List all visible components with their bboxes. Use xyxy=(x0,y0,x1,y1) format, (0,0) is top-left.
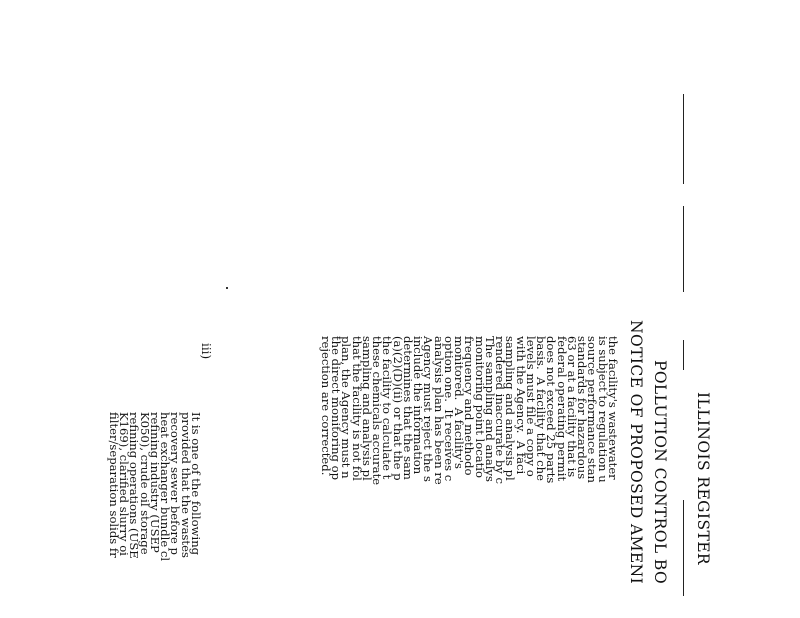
board-title: POLLUTION CONTROL BO xyxy=(651,360,669,585)
text-line: monitoring point locatio xyxy=(472,336,487,478)
register-title: ILLINOIS REGISTER xyxy=(694,392,712,566)
text-line: that the facility is not fol xyxy=(349,336,364,481)
text-line: monitored. A facility's xyxy=(452,336,467,469)
text-line: analysis plan has been re xyxy=(431,336,446,485)
text-line: option one. It receives c xyxy=(442,336,456,482)
text-line: It is one of the following xyxy=(189,412,203,556)
text-line: The sampling and analys xyxy=(483,336,497,482)
text-line: with the Agency. A faci xyxy=(513,336,528,475)
text-line: source performance stan xyxy=(585,336,600,484)
text-line: the facility's wastewater xyxy=(606,336,620,480)
margin-rule-short-2 xyxy=(683,206,684,292)
text-line: federal operating permit xyxy=(554,336,569,482)
text-line: standards for hazardous xyxy=(575,336,590,480)
header-rule xyxy=(683,500,684,596)
text-line: refining industry (USEP xyxy=(148,412,162,553)
text-line: is subject to regulation u xyxy=(595,336,610,483)
notice-title: NOTICE OF PROPOSED AMENI xyxy=(627,320,645,585)
text-line: K050), crude oil storage xyxy=(137,412,152,555)
paragraph-one xyxy=(321,336,618,485)
margin-rule-short-1 xyxy=(683,94,684,184)
paragraph-two xyxy=(109,412,201,561)
text-line: K169), clarified slurry oi xyxy=(117,412,132,556)
text-line: the facility to calculate t xyxy=(380,336,395,480)
item-marker: iii) xyxy=(199,343,213,360)
text-line: (a)(2)(D)(ii) or that the p xyxy=(390,336,405,481)
text-line: provided that the wastes xyxy=(178,412,193,558)
text-line: heat exchanger bundle cl xyxy=(158,412,173,562)
text-line: these chemicals accurate xyxy=(370,336,385,486)
text-line: filter/separation solids fr xyxy=(107,412,121,558)
text-line: refining operations (USE xyxy=(127,412,142,559)
text-line: rendered inaccurate by c xyxy=(493,336,508,485)
text-line: rejection are corrected. xyxy=(319,336,333,476)
text-line: include the information xyxy=(411,336,426,475)
text-line: Agency must reject the s xyxy=(421,336,436,482)
scan-speck xyxy=(226,287,228,289)
text-line: the direct monitoring op xyxy=(329,336,344,481)
text-line: frequency and methodo xyxy=(462,336,477,476)
text-line: levels must file a copy o xyxy=(524,336,538,477)
text-line: determines that the sam xyxy=(401,336,415,480)
text-line: 63 or at a facility that is xyxy=(565,336,579,478)
text-line: recovery sewer before p xyxy=(168,412,183,555)
text-line: sampling and analysis pl xyxy=(503,336,518,481)
text-line: does not exceed 25 parts xyxy=(544,336,559,484)
margin-rule-short-3 xyxy=(683,340,684,370)
text-line: basis. A facility that che xyxy=(534,336,549,481)
text-line: sampling and analysis pl xyxy=(360,336,374,481)
text-line: plan, the Agency must n xyxy=(339,336,354,479)
